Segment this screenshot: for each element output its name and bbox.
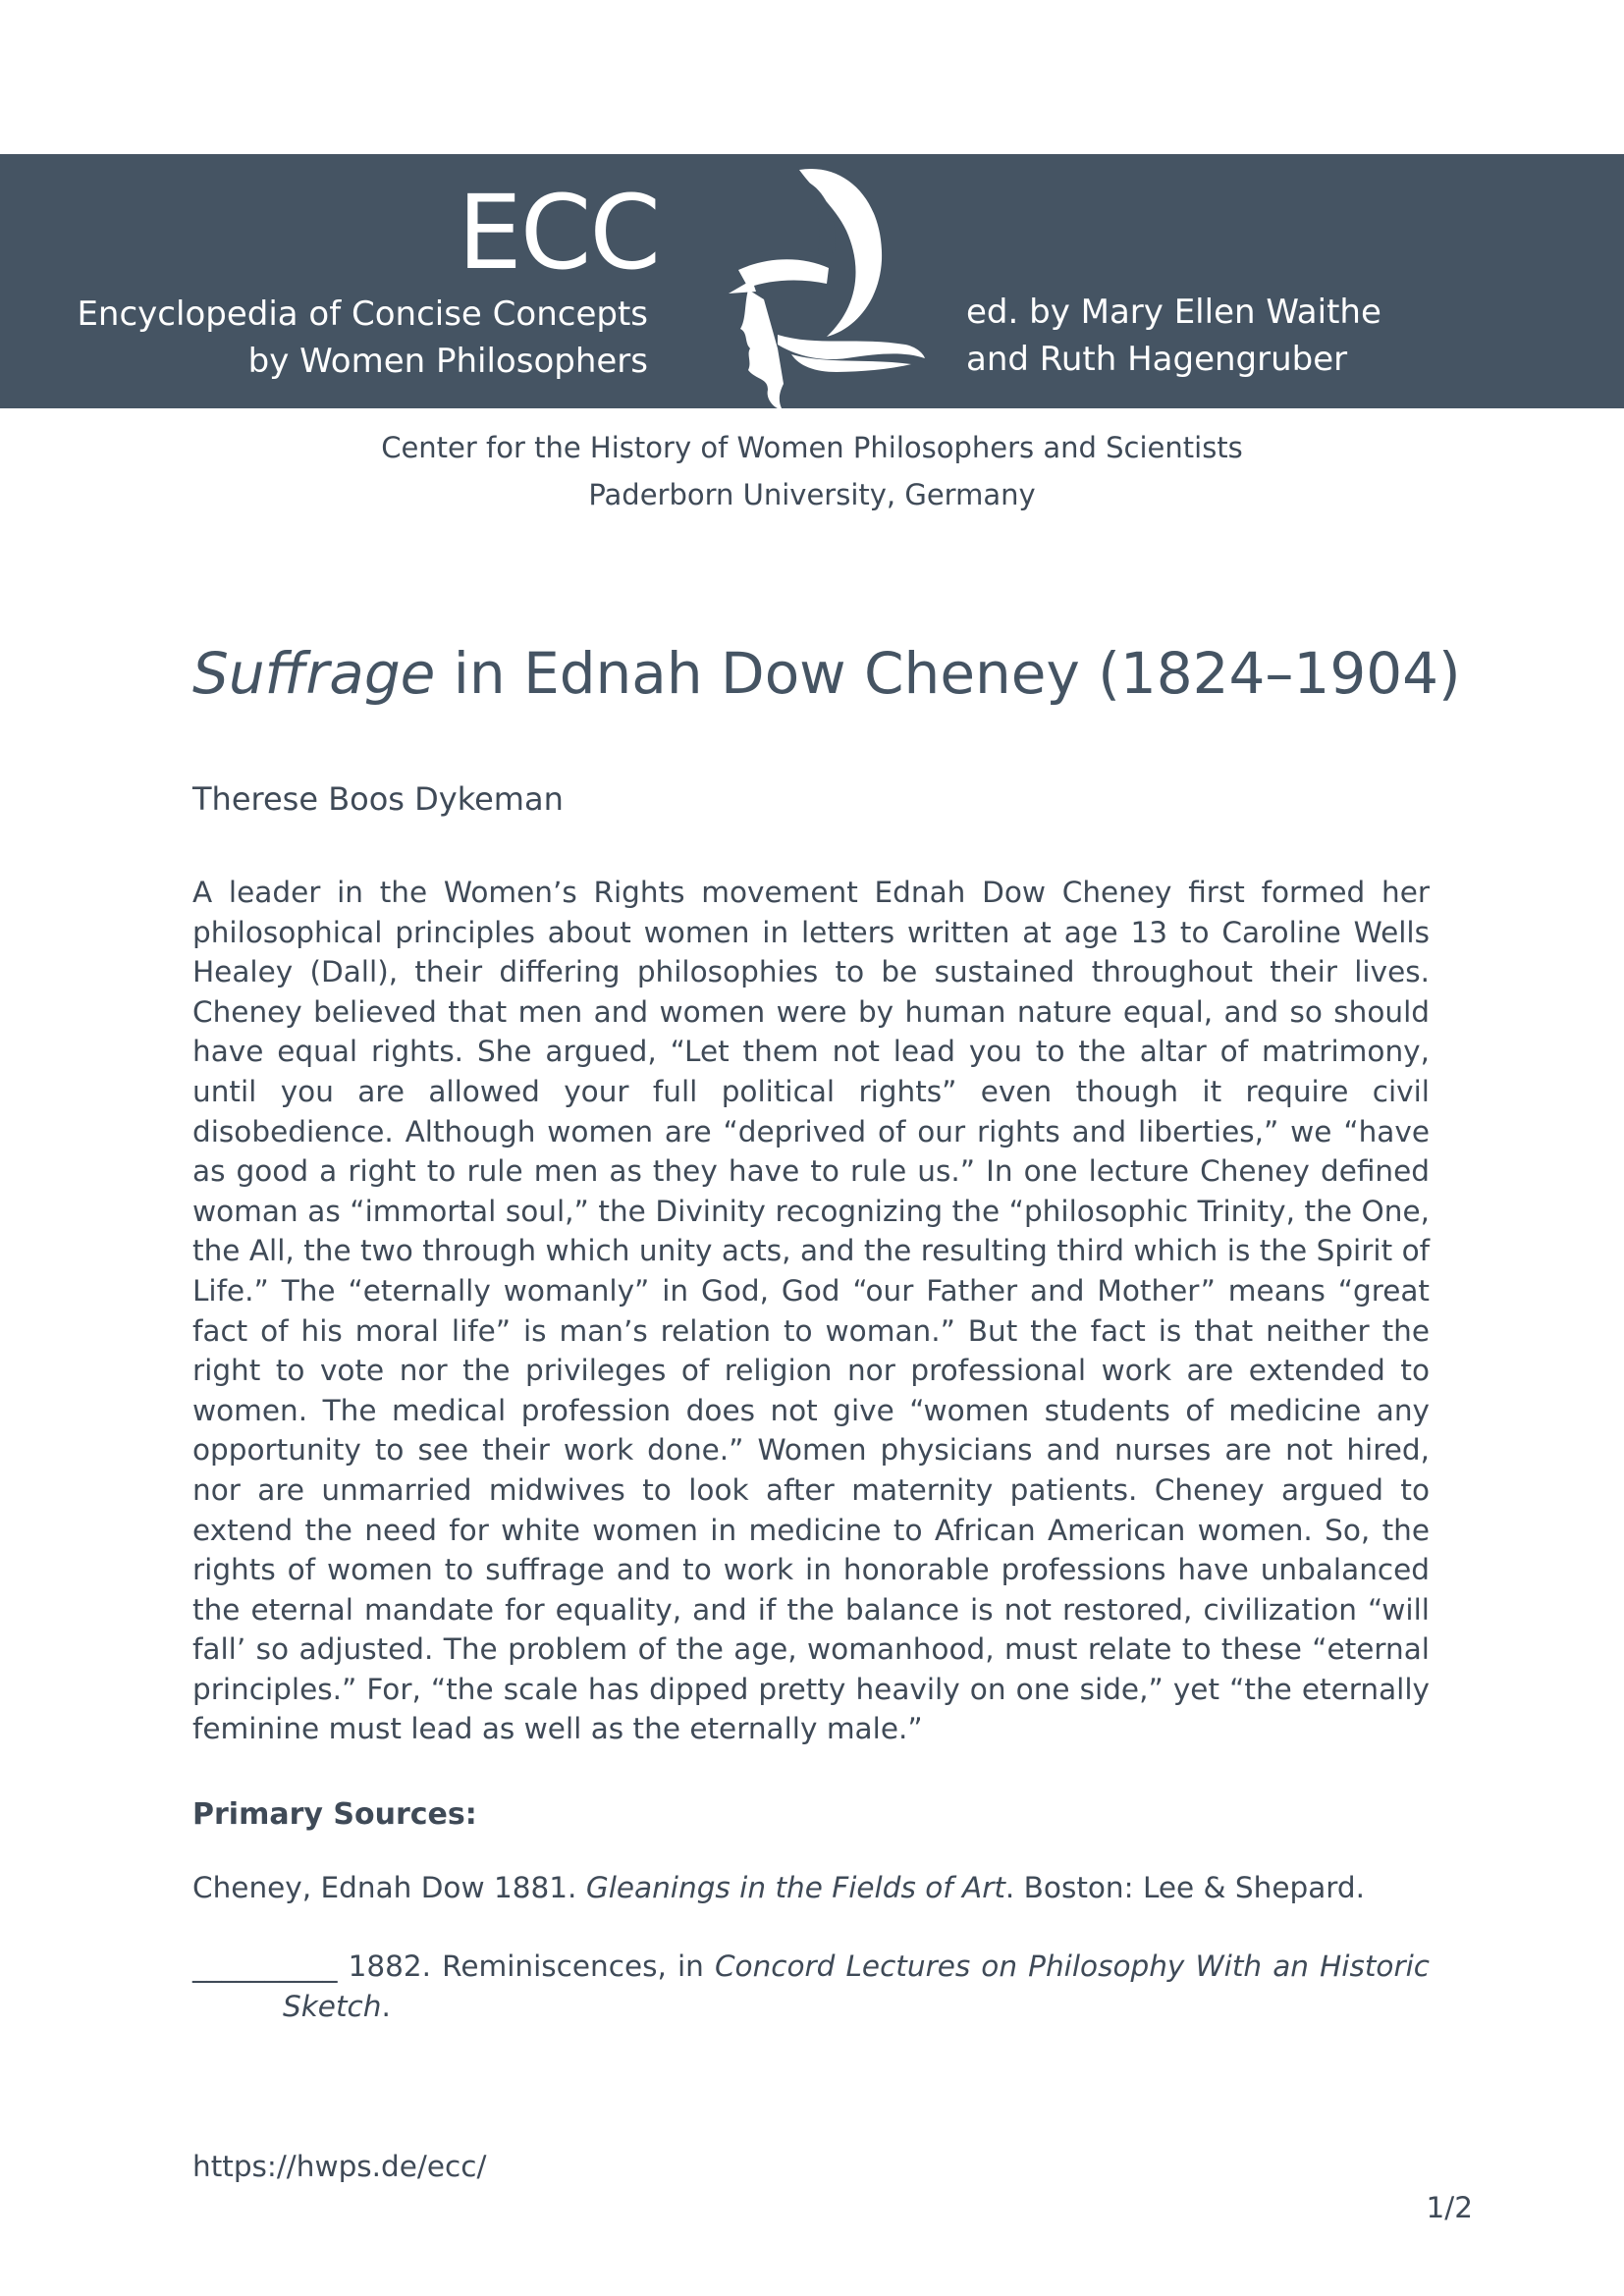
encyclopedia-title-line2: by Women Philosophers bbox=[247, 342, 648, 381]
ref1-text-a: Cheney, Ednah Dow 1881. bbox=[192, 1871, 586, 1904]
ref1-title: Gleanings in the Fields of Art bbox=[585, 1871, 1005, 1904]
page-number: 1/2 bbox=[1426, 2191, 1473, 2224]
ref2-title-b: Sketch bbox=[283, 1990, 382, 2023]
athena-helmet-icon bbox=[709, 162, 925, 408]
ref2-text-b: . bbox=[381, 1990, 391, 2023]
article-body: A leader in the Women’s Rights movement Ednah Dow Cheney first formed her philosophical principles about women in letters written at age 13 to Caroline Wells Healey (Dall), their differing philosophies to be sustained throughout their lives. Cheney believed that men and women were by human nature equal, and so should have equal rights. She argued, “Let them not lead you to the altar of matrimony, until you are allowed your full political rights” even though it require civil disobedience. Although women are “deprived of our rights and liberties,” we “have as good a right to rule men as they have to rule us.” In one lecture Cheney defined woman as “immortal soul,” the Divinity recognizing the “philosophic Trinity, the One, the All, the two through which unity acts, and the resulting third which is the Spirit of Life.” The “eternally womanly” in God, God “our Father and Mother” means “great fact of his moral life” is man’s relation to woman.” But the fact is that neither the right to vote nor the privileges of religion nor professional work are extended to women. The medical profession does not give “women students of medicine any opportunity to see their work done.” Women physicians and nurses are not hired, nor are unmarried midwives to look after maternity patients. Cheney argued to extend the need for white women in medicine to African American women. So, the rights of women to suffrage and to work in honorable professions have unbalanced the eternal mandate for equality, and if the balance is not restored, civilization “will fall’ so adjusted. The problem of the age, womanhood, must relate to these “eternal principles.” For, “the scale has dipped pretty heavily on one side,” yet “the eternally feminine must lead as well as the eternally male.” bbox=[192, 876, 1430, 1746]
article-author: Therese Boos Dykeman bbox=[192, 780, 564, 818]
ref2-line2 bbox=[192, 1987, 1430, 2027]
article-title-italic: Suffrage bbox=[192, 640, 436, 707]
ref2-text-a: __________ 1882. Reminiscences, in bbox=[192, 1949, 715, 1983]
institution-line2: Paderborn University, Germany bbox=[588, 478, 1036, 511]
ref2-title-a: Concord Lectures on Philosophy With an Historic bbox=[714, 1949, 1430, 1983]
footer-url: https://hwps.de/ecc/ bbox=[192, 2150, 487, 2183]
ref2-line1 bbox=[192, 1947, 1430, 1987]
editors-line1: ed. by Mary Ellen Waithe bbox=[966, 293, 1381, 332]
article-title bbox=[192, 636, 1461, 711]
institution-line1: Center for the History of Women Philosophers and Scientists bbox=[381, 431, 1243, 464]
primary-source-1 bbox=[192, 1868, 1430, 1907]
editors-line2: and Ruth Hagengruber bbox=[966, 340, 1348, 379]
ecc-acronym: ECC bbox=[458, 173, 659, 293]
ref1-text-b: . Boston: Lee & Shepard. bbox=[1004, 1871, 1366, 1904]
primary-source-2 bbox=[192, 1947, 1430, 2027]
encyclopedia-title-line1: Encyclopedia of Concise Concepts bbox=[77, 294, 648, 334]
primary-sources-heading: Primary Sources: bbox=[192, 1797, 477, 1832]
article-title-rest: in Ednah Dow Cheney (1824–1904) bbox=[435, 640, 1461, 707]
